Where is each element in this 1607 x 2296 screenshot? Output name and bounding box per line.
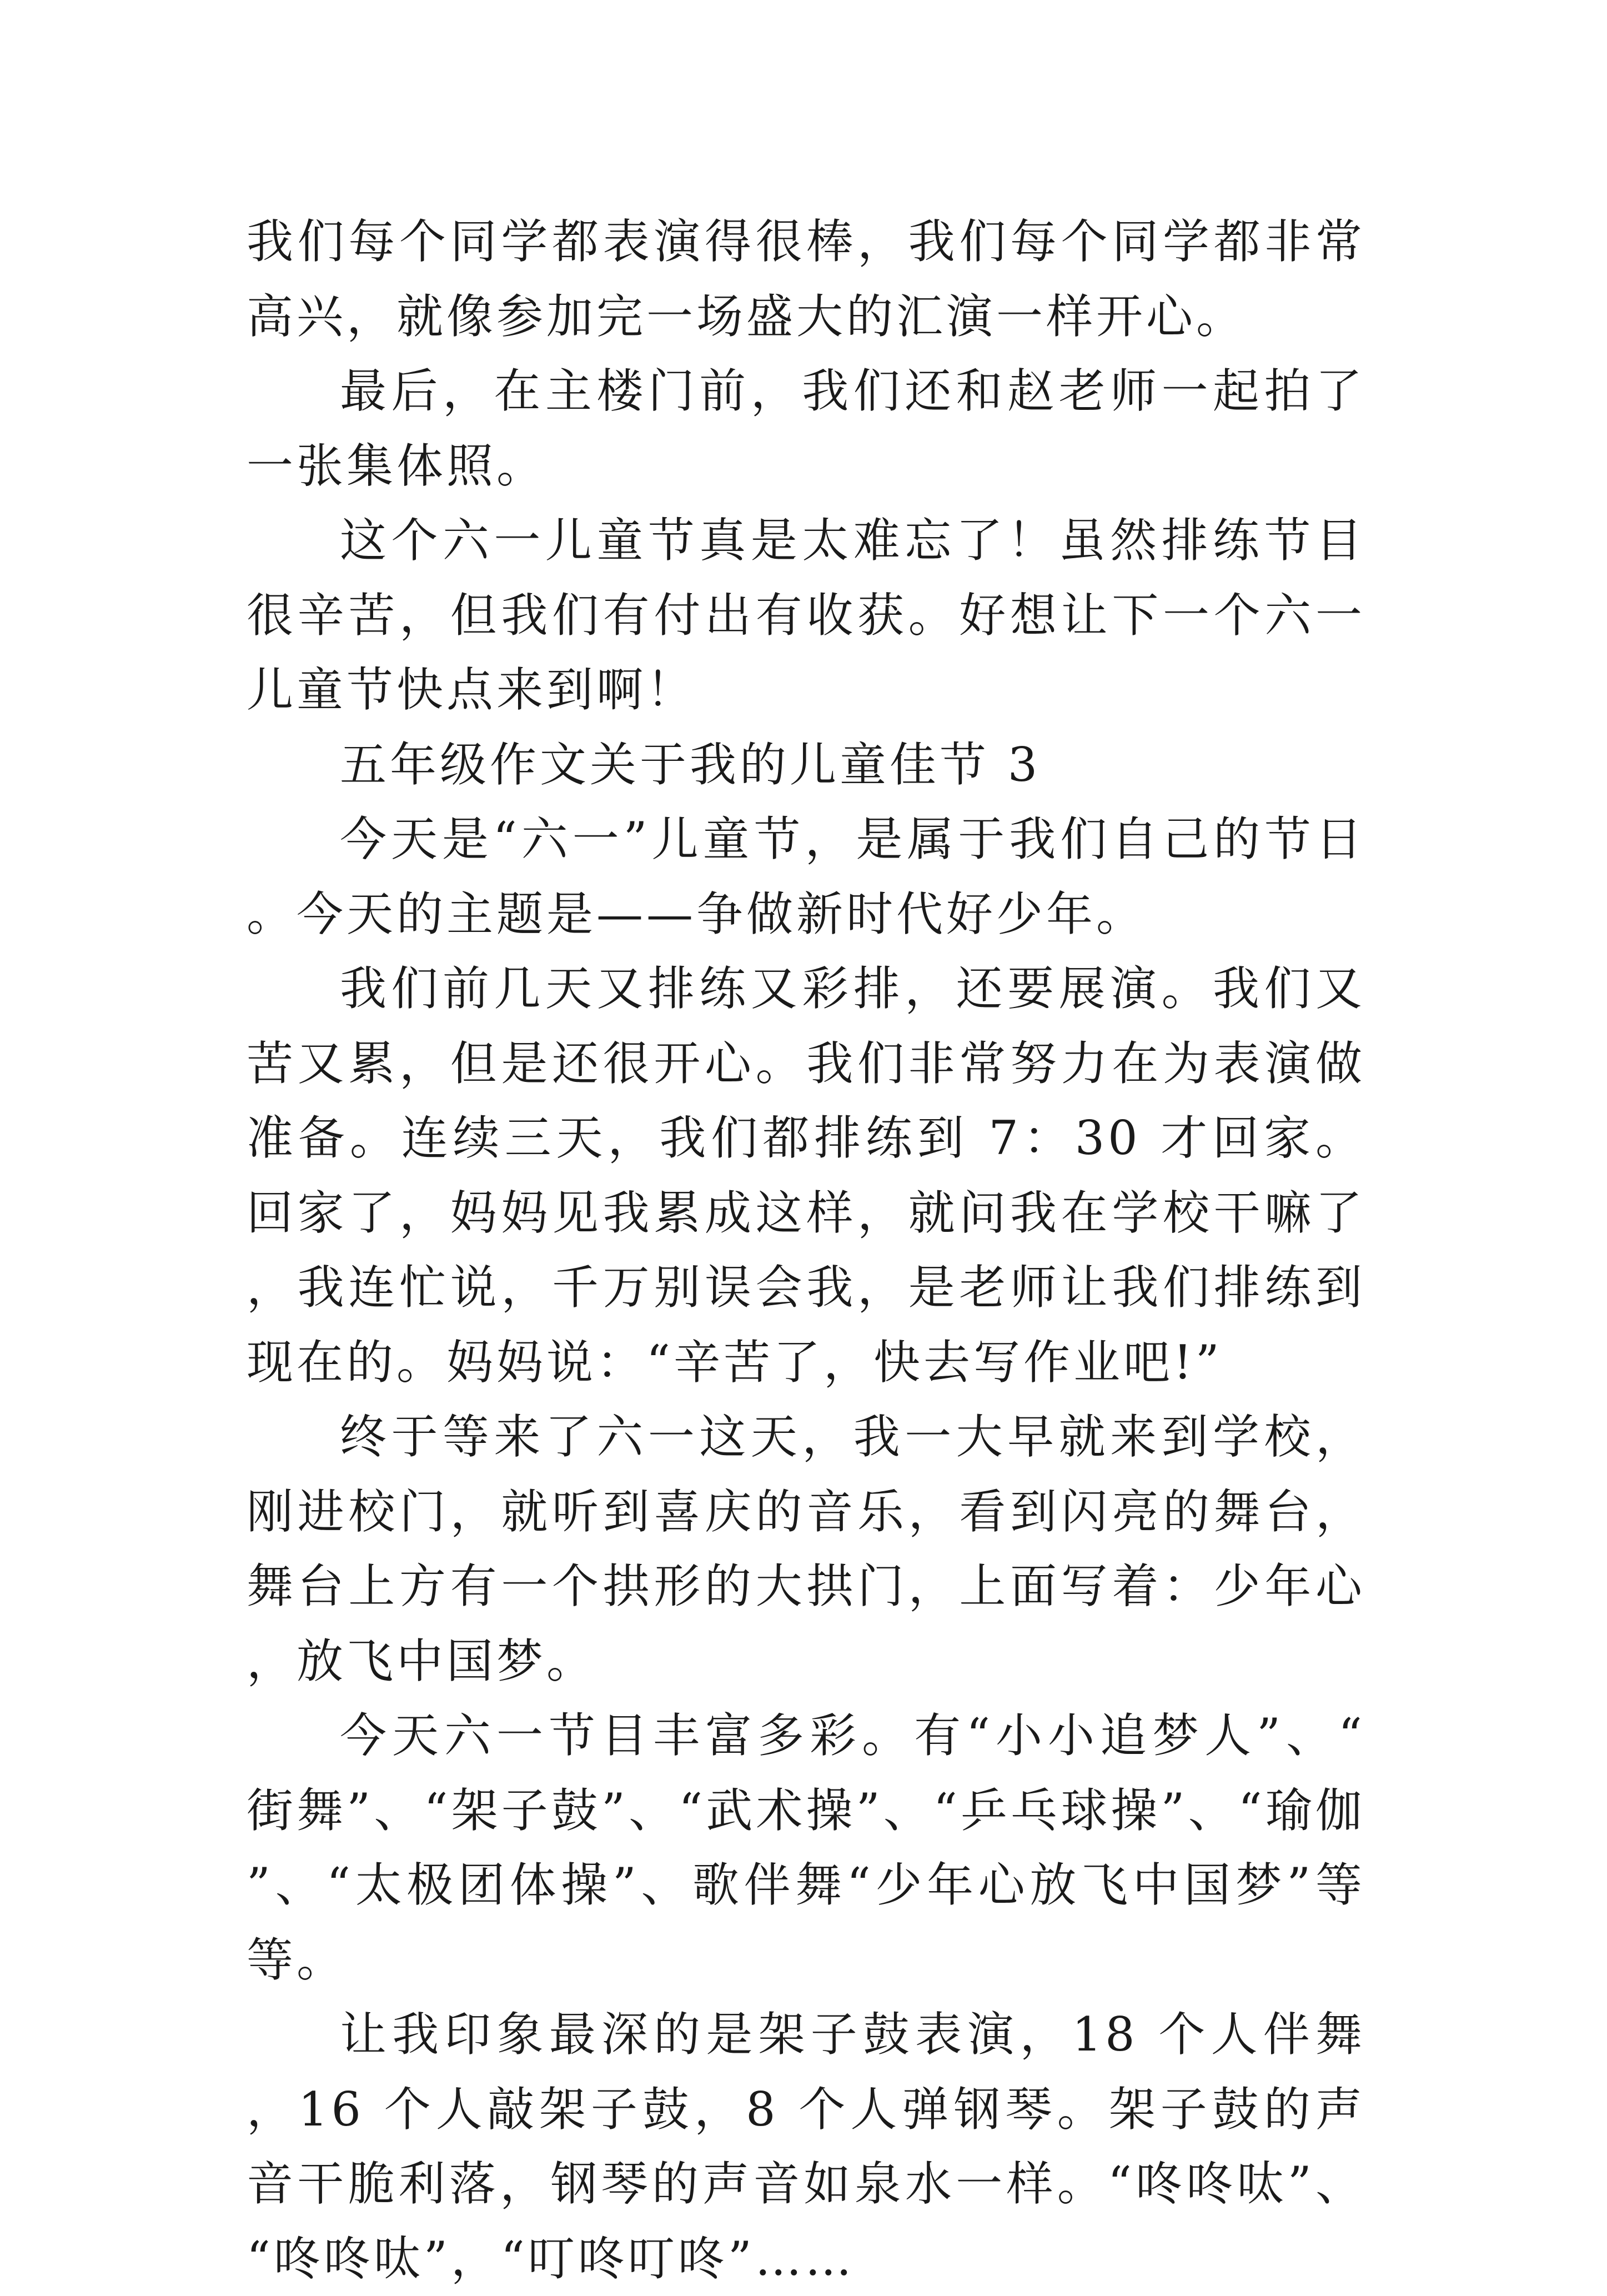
paragraph: 最后，在主楼门前，我们还和赵老师一起拍了一张集体照。: [247, 364, 1365, 493]
paragraph: 我们前几天又排练又彩排，还要展演。我们又苦又累，但是还很开心。我们非常努力在为表演做准备。连续三天，我们都排练到 7：30 才回家。回家了，妈妈见我累成这样，就问我在学校干嘛了，我连忙说，千万别误会我，是老师让我们排练到现在的。妈妈说：“辛苦了，快去写作业吧!”: [247, 961, 1366, 1390]
document-body: [247, 204, 1365, 2296]
paragraph: 这个六一儿童节真是太难忘了！虽然排练节目很辛苦，但我们有付出有收获。好想让下一个六一儿童节快点来到啊！: [247, 513, 1365, 717]
paragraph: 终于等来了六一这天，我一大早就来到学校，刚进校门，就听到喜庆的音乐，看到闪亮的舞台，舞台上方有一个拱形的大拱门，上面写着：少年心，放飞中国梦。: [247, 1410, 1365, 1688]
paragraph: 今天是“六一”儿童节，是属于我们自己的节日。今天的主题是——争做新时代好少年。: [247, 812, 1365, 941]
paragraph: 我们每个同学都表演得很棒，我们每个同学都非常高兴，就像参加完一场盛大的汇演一样开心。: [247, 214, 1365, 344]
paragraph: 今天六一节目丰富多彩。有“小小追梦人”、“街舞”、“架子鼓”、“武术操”、“乒乓球操”、“瑜伽”、“太极团体操”、歌伴舞“少年心放飞中国梦”等等。: [247, 1708, 1365, 1987]
section-heading: 五年级作文关于我的儿童佳节 3: [340, 737, 1041, 792]
paragraph: 让我印象最深的是架子鼓表演，18 个人伴舞，16 个人敲架子鼓，8 个人弹钢琴。架子鼓的声音干脆利落，钢琴的声音如泉水一样。“咚咚呔”、“咚咚呔”，“叮咚叮咚”……: [247, 2007, 1366, 2286]
